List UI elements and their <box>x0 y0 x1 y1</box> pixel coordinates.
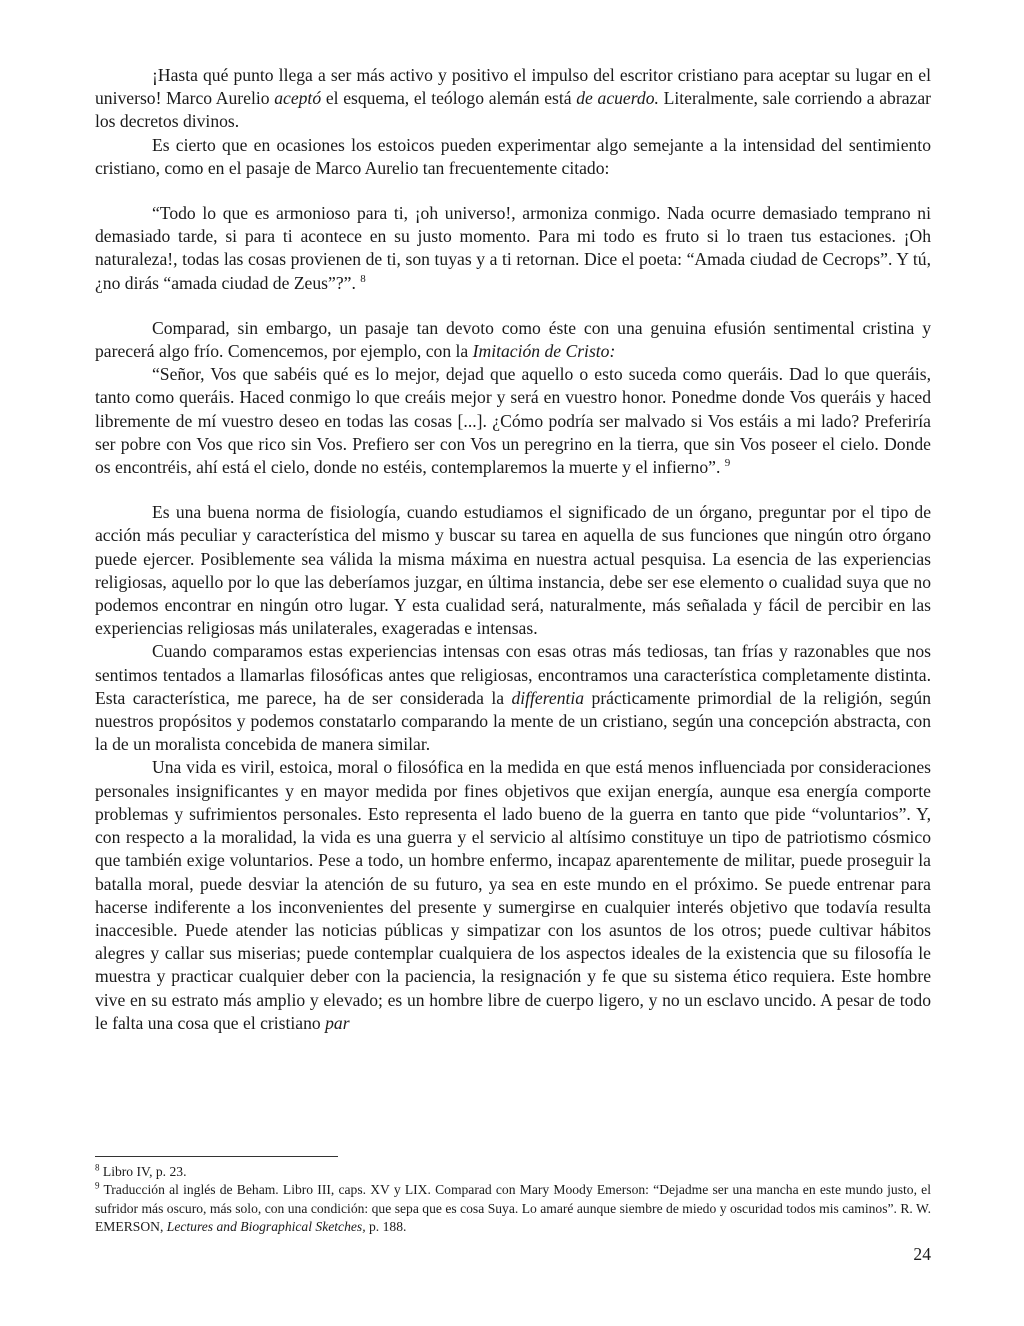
text-run: Una vida es viril, estoica, moral o filosófica en la medida en que está menos influenciada por consideraciones personales insignificantes y en mayor medida por fines objetivos que exijan energía, aunque esa energía comporte problemas y sufrimientos personales. Esto representa el lado bueno de la guerra en tanto que pide “voluntarios”. Y, con respecto a la moralidad, la vida es una guerra y el servicio al altísimo constituye un tipo de patriotismo cósmico que también exige voluntarios. Pese a todo, un hombre enfermo, incapaz aparentemente de militar, puede proseguir la batalla moral, puede desviar la atención de su futuro, ya sea en este mundo en el próximo. Se puede entrenar para hacerse indiferente a los inconvenientes del presente y sumergirse en cualquier interés objetivo que todavía resulta inaccesible. Puede atender las noticias públicas y simpatizar con los asuntos de los otros; puede cultivar hábitos alegres y callar sus miserias; puede contemplar cualquiera de los aspectos ideales de la existencia que su filosofía le muestra y practicar cualquier deber con la paciencia, la resignación y fe que su sistema ético requiera. Este hombre vive en su estrato más amplio y elevado; es un hombre libre de cuerpo ligero, y no un esclavo uncido. A pesar de todo le falta una cosa que el cristiano <box>95 757 931 1033</box>
footnote-ref[interactable]: 9 <box>724 457 731 470</box>
footnote-text: Traducción al inglés de Beham. Libro III, caps. XV y LIX. Comparad con Mary Moody Emerson: “Dejadme ser una mancha en este mundo justo, el sufridor más oscuro, más solo, con una condición: que sepa que es cosa Suya. Lo amaré aunque siembre de miedo y oscuridad todos mis caminos”. R. W. EMERSON, <box>95 1182 931 1235</box>
text-run: ¡Hasta qué punto llega a ser más activo y positivo el impulso del escritor cristiano para aceptar su lugar en el universo! Marco Aurelio <box>95 65 931 109</box>
book-title: Lectures and Biographical Sketches, <box>166 1219 366 1235</box>
footnote-text: Libro IV, p. 23. <box>99 1164 187 1179</box>
paragraph <box>95 64 931 134</box>
emphasis: de acuerdo. <box>576 88 659 109</box>
quote-text: “Todo lo que es armonioso para ti, ¡oh universo!, armoniza conmigo. Nada ocurre demasiado temprano ni demasiado tarde, si para ti acontece en su justo momento. Para mi todo es fruto si lo traen tus estaciones. ¡Oh naturaleza!, todas las cosas provienen de ti, son tuyas y a ti retornan. Dice el poeta: “Amada ciudad de Cecrops”. Y tú, ¿no dirás “amada ciudad de Zeus”?”. <box>95 203 931 293</box>
footnote <box>95 1181 931 1236</box>
footnotes <box>95 1156 931 1237</box>
footnote-text: p. 188. <box>365 1219 407 1235</box>
footnote-ref[interactable]: 8 <box>360 272 366 285</box>
paragraph <box>95 317 931 363</box>
quote-paragraph <box>95 363 931 479</box>
emphasis: aceptó <box>274 88 322 109</box>
quote-text: “Señor, Vos que sabéis qué es lo mejor, dejad que aquello o esto suceda como queráis. Dad lo que queráis, tanto como queráis. Haced conmigo lo que creáis mejor y será en vuestro honor. Ponedme donde Vos queráis y haced libremente de mí vuestro deseo en todas las cosas [...]. ¿Cómo podría ser malvado si Vos estáis a mi lado? Preferiría ser pobre con Vos que rico sin Vos. Prefiero ser con Vos un peregrino en la tierra, que sin Vos poseer el cielo. Donde os encontréis, ahí está el cielo, donde no estéis, contemplaremos la muerte y el infierno”. <box>95 364 931 478</box>
emphasis: par <box>325 1012 350 1033</box>
text-run: Literalmente, sale corriendo a abrazar los decretos divinos. <box>95 88 931 132</box>
page-number: 24 <box>913 1244 931 1264</box>
book-title: Imitación de Cristo: <box>472 341 616 362</box>
paragraph: Es cierto que en ocasiones los estoicos pueden experimentar algo semejante a la intensidad del sentimiento cristiano, como en el pasaje de Marco Aurelio tan frecuentemente citado: <box>95 134 931 178</box>
text-run: Cuando comparamos estas experiencias intensas con esas otras más tediosas, tan frías y razonables que nos sentimos tentados a llamarlas filosóficas antes que religiosas, encontramos una característica completamente distinta. Esta característica, me parece, ha de ser considerada la <box>95 641 931 708</box>
paragraph <box>95 756 931 1034</box>
footnote <box>95 1163 931 1181</box>
footnote-number: 8 <box>95 1162 100 1173</box>
text-run: Comparad, sin embargo, un pasaje tan devoto como éste con una genuina efusión sentimental cristina y parecerá algo frío. Comencemos, por ejemplo, con la <box>95 317 931 362</box>
quote-paragraph <box>95 202 931 295</box>
footnote-divider <box>95 1156 338 1157</box>
document-body <box>95 64 931 1035</box>
paragraph <box>95 640 931 756</box>
text-run: prácticamente primordial de la religión, según nuestros propósitos y podemos constatarlo comparando la mente de un cristiano, según una concepción abstracta, con la de un moralista concebida de manera similar. <box>95 687 931 755</box>
emphasis: differentia <box>511 687 585 708</box>
paragraph: Es una buena norma de fisiología, cuando estudiamos el significado de un órgano, preguntar por el tipo de acción más peculiar y característica del mismo y buscar su tarea en aquella de sus funciones que ningún otro órgano puede ejercer. Posiblemente sea válida la misma máxima en nuestra actual pesquisa. La esencia de las experiencias religiosas, aquello por lo que las deberíamos juzgar, en última instancia, debe ser ese elemento o cualidad suya que no podemos encontrar en ningún otro lugar. Y esta cualidad será, naturalmente, más señalada y fácil de percibir en las experiencias religiosas más unilaterales, exageradas e intensas. <box>95 502 931 639</box>
text-run: el esquema, el teólogo alemán está <box>321 88 577 109</box>
footnote-number: 9 <box>95 1180 100 1191</box>
